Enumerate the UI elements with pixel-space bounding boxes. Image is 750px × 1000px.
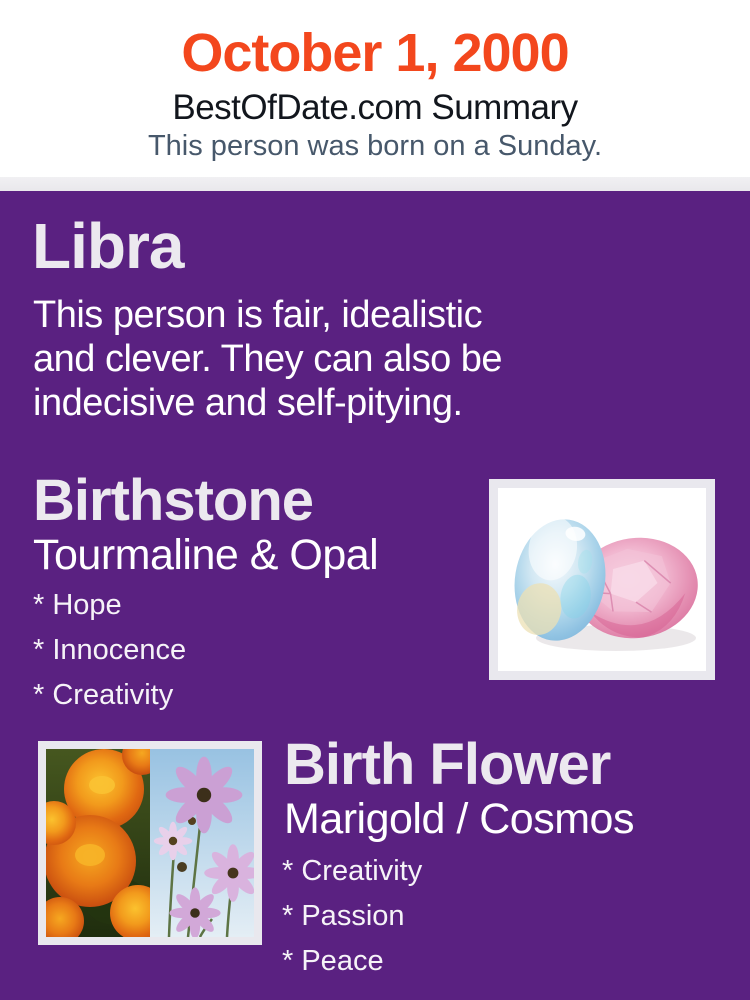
birthstone-heading: Birthstone: [33, 468, 313, 533]
birthstone-trait: * Innocence: [33, 634, 187, 666]
zodiac-description-line: and clever. They can also be: [33, 338, 503, 380]
zodiac-description-line: This person is fair, idealistic: [33, 294, 483, 336]
cosmos-photo-half: [150, 749, 254, 937]
birth-flower-trait-list: [282, 849, 422, 984]
purple-panel: [0, 191, 750, 1000]
marigold-cosmos-image: [46, 749, 254, 937]
birth-flower-trait: * Passion: [282, 900, 405, 932]
zodiac-sign-heading: Libra: [32, 210, 184, 282]
birth-flower-photo: [38, 741, 262, 945]
birthstone-trait-list: [33, 583, 186, 718]
birth-flower-trait: * Creativity: [282, 855, 423, 887]
opal-tourmaline-image: [498, 488, 706, 671]
birthstone-trait: * Hope: [33, 589, 122, 621]
birth-flower-names: Marigold / Cosmos: [284, 795, 634, 843]
date-title: October 1, 2000: [181, 23, 569, 83]
birthstone-names: Tourmaline & Opal: [33, 531, 379, 579]
zodiac-description-line: indecisive and self-pitying.: [33, 382, 463, 424]
birthstone-trait: * Creativity: [33, 679, 174, 711]
birthstone-photo: [489, 479, 715, 680]
marigold-photo-half: [46, 749, 166, 937]
born-day-subtitle: This person was born on a Sunday.: [147, 130, 603, 162]
birth-flower-trait: * Peace: [282, 945, 384, 977]
zodiac-description: [33, 293, 502, 425]
birth-flower-heading: Birth Flower: [284, 732, 611, 797]
site-summary-title: BestOfDate.com Summary: [172, 88, 578, 127]
divider-bar: [0, 177, 750, 191]
header: [0, 0, 750, 177]
